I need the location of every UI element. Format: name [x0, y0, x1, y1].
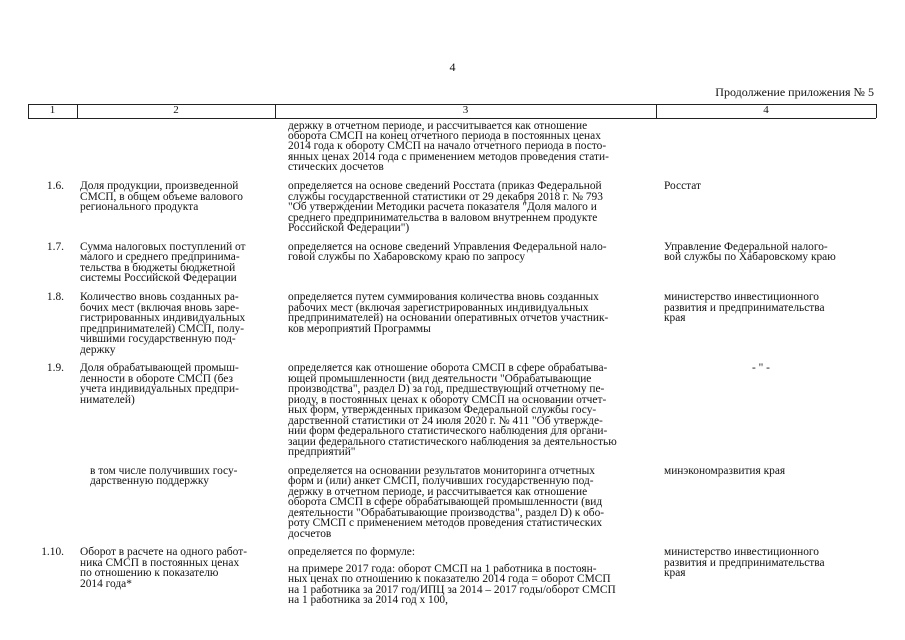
source-line: министерство инвестиционного [664, 546, 819, 558]
method-line: риоду, в постоянных ценах к обороту СМСП на основании отчет- [288, 394, 607, 406]
indicator-name-line: Доля продукции, произведенной [80, 180, 239, 192]
page-number: 4 [449, 60, 456, 74]
ditto-mark: - " - [752, 362, 770, 374]
method-line: Российской Федерации") [288, 222, 410, 234]
indicator-name-line: по отношению к показателю [80, 567, 219, 579]
fragment-line: держку в отчетном периоде, и рассчитывается как отношение [288, 120, 588, 132]
fragment-line: 2014 года к обороту СМСП на начало отчетного периода в посто- [288, 140, 607, 152]
method-line: на 1 работника за 2014 год х 100, [288, 594, 448, 606]
method-line: деятельности "Обрабатывающие производства", раздел D) к обо- [288, 507, 605, 519]
source-line: развития и предпринимательства [664, 557, 825, 569]
source-line: развития и предпринимательства [664, 302, 825, 314]
header-divider [876, 104, 877, 118]
indicator-name-line: СМСП, в общем объеме валового [80, 191, 243, 203]
indicator-name-line: Количество вновь созданных ра- [80, 291, 239, 303]
row-number: 1.8. [46, 291, 64, 303]
indicator-name-line: 2014 года* [80, 578, 132, 590]
source-line: Управление Федеральной налого- [664, 241, 828, 253]
method-line: оборота СМСП в сфере обрабатывающей промышленности (вид [288, 496, 603, 508]
method-line: ных ценах по отношению к показателю 2014 года = оборот СМСП [288, 573, 611, 585]
header-bottom-rule [28, 118, 876, 119]
method-line: форм и (или) анкет СМСП, получивших государственную под- [288, 475, 594, 487]
indicator-name-line: держку [80, 344, 116, 356]
source-line: вой службы по Хабаровскому краю [664, 251, 836, 263]
indicator-name-line: ленности в обороте СМСП (без [80, 373, 233, 385]
method-line: дарственной статистики от 24 июля 2020 г. № 411 "Об утвержде- [288, 415, 603, 427]
indicator-name-line: бочих мест (включая вновь заре- [80, 302, 240, 314]
method-line: среднего предпринимательства в валовом внутреннем продукте [288, 212, 598, 224]
indicator-name-line: нимателей) [80, 394, 135, 406]
header-col-4: 4 [763, 104, 769, 116]
method-line: на 1 работника за 2017 год/ИПЦ за 2014 – 2017 годы/оборот СМСП [288, 584, 616, 596]
source-line: края [664, 567, 686, 579]
source-line: края [664, 312, 686, 324]
method-line: определяется на основании результатов мониторинга отчетных [288, 465, 595, 477]
indicator-name-line: Оборот в расчете на одного работ- [80, 546, 247, 558]
source-line: Росстат [664, 180, 701, 192]
header-col-3: 3 [462, 104, 469, 116]
source-line: минэкономразвития края [664, 465, 786, 477]
method-line: определяется путем суммирования количества вновь созданных [288, 291, 599, 303]
indicator-name-line: Доля обрабатывающей промыш- [80, 362, 239, 374]
method-line: ных форм, утвержденных приказом Федеральной службы госу- [288, 404, 597, 416]
method-line: на примере 2017 года: оборот СМСП на 1 работника в постоян- [288, 563, 597, 575]
row-number: 1.7. [46, 241, 64, 253]
method-line: ков мероприятий Программы [288, 323, 431, 335]
indicator-name-line: малого и среднего предпринима- [80, 251, 240, 263]
method-line: держку в отчетном периоде, и рассчитывается как отношение [288, 486, 588, 498]
indicator-name-line: Сумма налоговых поступлений от [80, 241, 246, 253]
method-line: производства", раздел D) за год, предшествующий отчетному пе- [288, 383, 605, 395]
indicator-name-line: регионального продукта [80, 201, 199, 213]
indicator-name-line: предпринимателей) СМСП, полу- [80, 323, 245, 335]
indicator-name-line: учета индивидуальных предпри- [80, 383, 239, 395]
indicator-name-line: тельства в бюджеты бюджетной [80, 262, 236, 274]
method-line: "Об утверждении Методики расчета показателя "Доля малого и [288, 201, 597, 213]
method-line: ющей промышленности (вид деятельности "Обрабатывающие [288, 373, 592, 385]
fragment-line: стических досчетов [288, 161, 384, 173]
method-line: зации федерального статистического наблюдения за деятельностью [288, 436, 617, 448]
method-line: предпринимателей) на основании оперативных отчетов участник- [288, 312, 609, 324]
indicator-name-line: системы Российской Федерации [80, 272, 237, 284]
method-line: предприятий" [288, 446, 356, 458]
indicator-name-line: ника СМСП в постоянных ценах [80, 557, 240, 569]
method-line: говой службы по Хабаровскому краю по запросу [288, 251, 526, 263]
row-number: 1.6. [46, 180, 64, 192]
method-line: определяется на основе сведений Управления Федеральной нало- [288, 241, 607, 253]
indicator-name-line: в том числе получивших госу- [90, 465, 238, 477]
indicator-name-line: чившими государственную под- [80, 333, 236, 345]
indicator-name-line: гистрированных индивидуальных [80, 312, 246, 324]
header-col-2: 2 [173, 104, 179, 116]
method-line: определяется на основе сведений Росстата (приказ Федеральной [288, 180, 602, 192]
continuation-label: Продолжение приложения № 5 [715, 85, 874, 99]
method-line: определяется как отношение оборота СМСП в сфере обрабатыва- [288, 362, 608, 374]
source-line: министерство инвестиционного [664, 291, 819, 303]
row-number: 1.9. [46, 362, 64, 374]
method-line: нии форм федерального статистического наблюдения для органи- [288, 425, 608, 437]
indicator-name-line: дарственную поддержку [90, 475, 209, 487]
row-number: 1.10. [41, 546, 64, 558]
method-intro: определяется по формуле: [288, 546, 416, 558]
fragment-line: оборота СМСП на конец отчетного периода в постоянных ценах [288, 130, 601, 142]
fragment-line: янных ценах 2014 года с применением методов проведения стати- [288, 151, 609, 163]
header-col-1: 1 [49, 104, 56, 116]
method-line: рабочих мест (включая зарегистрированных индивидуальных [288, 302, 589, 314]
method-line: досчетов [288, 528, 332, 540]
method-line: роту СМСП с применением методов проведения статистических [288, 517, 603, 529]
method-line: службы государственной статистики от 29 декабря 2018 г. № 793 [288, 191, 603, 203]
